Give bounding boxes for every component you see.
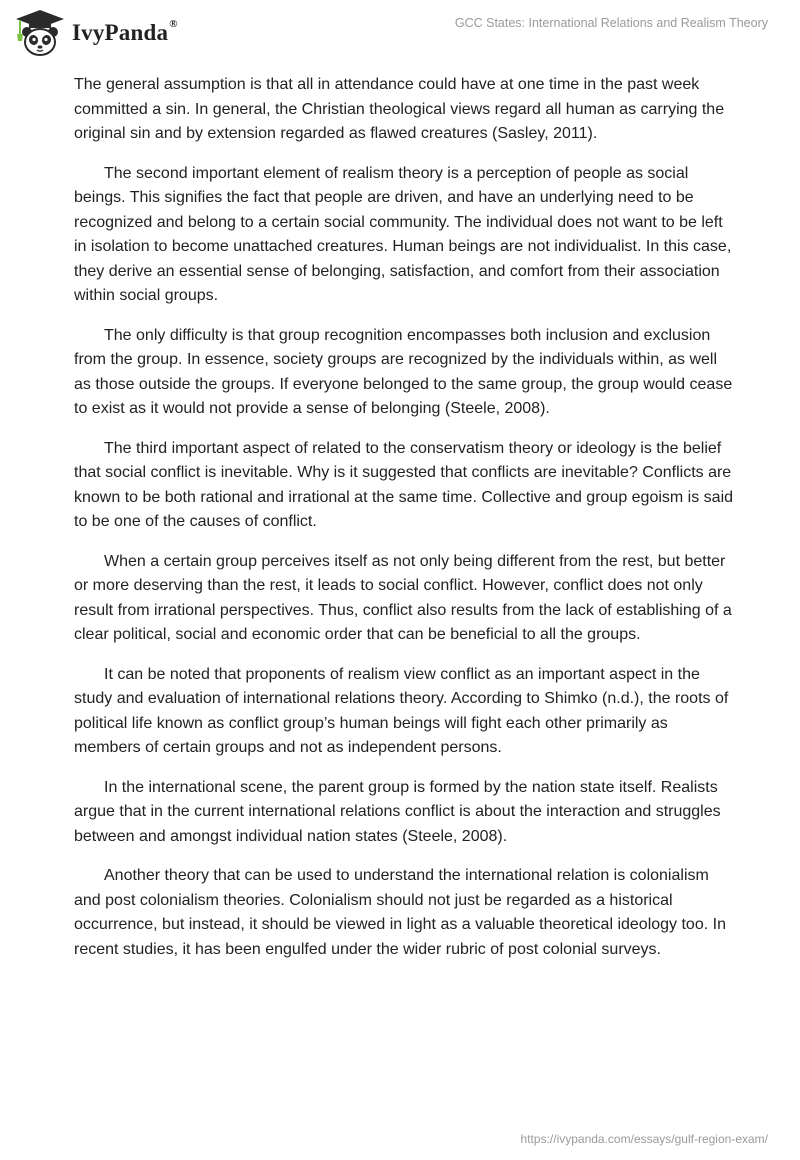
registered-mark: ® — [169, 18, 178, 30]
brand-logo[interactable] — [14, 8, 178, 58]
page-header — [0, 0, 800, 62]
paragraph: The second important element of realism theory is a perception of people as social beings. This signifies the fact that people are driven, and have an underlying need to be recognized and belong to a certain social community. The individual does not want to be left in isolation to become unattached creatures. Human beings are not individualist. In this case, they derive an essential sense of belonging, satisfaction, and comfort from their association within social groups. — [74, 164, 732, 304]
document-title: GCC States: International Relations and Realism Theory — [454, 16, 768, 30]
essay-body — [74, 73, 734, 977]
paragraph: It can be noted that proponents of realism view conflict as an important aspect in the study and evaluation of international relations theory. According to Shimko (n.d.), the roots of political life known as conflict group’s human beings will fight each other primarily as members of certain groups and not as independent persons. — [74, 665, 729, 756]
paragraph: When a certain group perceives itself as not only being different from the rest, but better or more deserving than the rest, it leads to social conflict. However, conflict does not only result from irrational perspectives. Thus, conflict also results from the lack of establishing of a clear political, social and economic order that can be beneficial to all the groups. — [74, 552, 732, 643]
paragraph: The general assumption is that all in attendance could have at one time in the past week committed a sin. In general, the Christian theological views regard all human as carrying the original sin and by extension regarded as flawed creatures (Sasley, 2011). — [74, 76, 725, 142]
brand-name: IvyPanda® — [72, 18, 178, 45]
paragraph: The third important aspect of related to the conservatism theory or ideology is the belief that social conflict is inevitable. Why is it suggested that conflicts are inevitable? Conflicts are known to be both rational and irrational at the same time. Collective and group egoism is said to be one of the causes of conflict. — [74, 439, 734, 530]
paragraph: In the international scene, the parent group is formed by the nation state itself. Realists argue that in the current international relations conflict is about the interaction and struggles between and amongst individual nation states (Steele, 2008). — [74, 778, 721, 845]
paragraph: The only difficulty is that group recognition encompasses both inclusion and exclusion from the group. In essence, society groups are recognized by the individuals within, as well as those outside the groups. If everyone belonged to the same group, the group would cease to exist as it would not provide a sense of belonging (Steele, 2008). — [74, 326, 733, 417]
source-url[interactable]: https://ivypanda.com/essays/gulf-region-exam/ — [520, 1132, 768, 1146]
paragraph: Another theory that can be used to understand the international relation is colonialism and post colonialism theories. Colonialism should not just be regarded as a historical occurrence, but instead, it should be viewed in light as a valuable theoretical ideology too. In recent studies, it has been engulfed under the wider rubric of post colonial surveys. — [74, 867, 726, 958]
panda-graduation-cap-icon — [14, 8, 66, 58]
